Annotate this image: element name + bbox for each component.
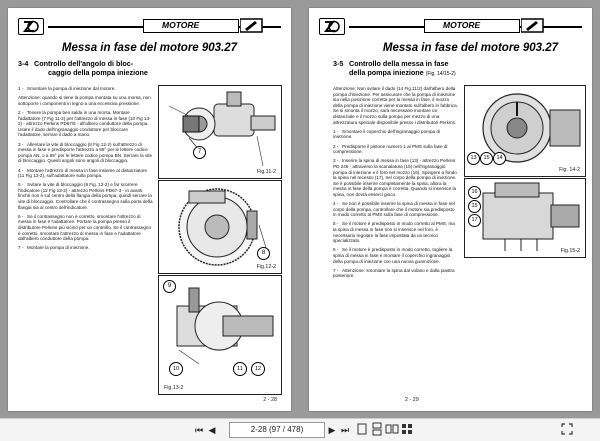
callout-9: 9 <box>163 280 176 293</box>
step-item <box>333 268 459 279</box>
step-number: 1 - <box>18 86 24 91</box>
step-item <box>333 144 459 155</box>
figure-caption: Fig. 14-2 <box>559 167 580 173</box>
section-tag <box>424 19 520 33</box>
step-item <box>18 245 153 251</box>
pump-adapter-illustration <box>159 86 281 178</box>
section-title-line2: della pompa iniezione <box>349 67 424 77</box>
figure-caption: Fig.15-2 <box>560 248 580 254</box>
step-text: Se non è possibile inserire la spina di messa in fase nel corpo della pompa, controllare che il motore sia predisposto in modo corretto al PMS sulla fase di compressione. <box>333 201 455 218</box>
step-item <box>18 142 153 164</box>
callout-17: 17 <box>468 214 481 227</box>
step-text: Inserire la spina di messa in fase (13) - attrezzo Perkins PD 246 - attraverso la scanalatura (15) nell'ingranaggio pompa di iniezione e il foro nel mozzo (16). Spingere a fondo la spina nel recesso (17), nel corpo della pompa di iniezione. Se è possibile inserire completamente la spina, allora la messa in fase della pompa è corretta. Quando si inserisce la spina, non dovrà esserci gioco. <box>333 158 457 197</box>
step-item <box>333 86 459 125</box>
section-tag <box>143 19 239 33</box>
step-item <box>18 168 153 179</box>
pump-body-illustration <box>465 179 585 257</box>
step-number: 4 - <box>18 167 24 173</box>
section-tag-label: MOTORE <box>162 20 200 30</box>
two-page-view-icon[interactable] <box>385 422 399 436</box>
figure-caption: Fig.11-2 <box>256 169 276 175</box>
step-text: Se il motore è predisposto in modo corretto al PMS, ma la spina di messa in fase non si inserisce nel foro, è necessario regolare la fase impostata da un tecnico specializzato. <box>333 221 455 244</box>
pen-icon <box>240 18 264 34</box>
section-tag-label: MOTORE <box>443 20 481 30</box>
steps-column <box>18 86 153 255</box>
right-page <box>309 8 592 411</box>
section-heading <box>333 59 456 78</box>
brand-logo-icon <box>319 18 345 35</box>
step-number: 3 - <box>333 158 339 164</box>
section-title-line2: caggio della pompa iniezione <box>48 67 148 77</box>
page-title: Messa in fase del motore 903.27 <box>382 42 559 54</box>
step-text: Attenzione: Non svitare il dado (14 Fig.11/2) dall'albero della pompa d'iniezione. Per assicurare che la pompa di iniezione sia nella posizione corretta per la messa in fase, il mozzo della pompa di iniezione viene montato sull'albero in fabbrica. Se si smonta il mozzo, sarà necessario montare un distanziale e il mozzo sulla pompa per mezzo di una attrezzatura speciale disponibile presso i distributori Perkins. <box>333 86 458 125</box>
last-page-button[interactable]: ⏭ <box>340 425 350 435</box>
step-item <box>18 214 153 242</box>
step-text: Attenzione: smontare la spina dal volano e dalla piastra posteriore. <box>333 267 455 279</box>
callout-7: 7 <box>193 146 206 159</box>
step-text: Allentare la vite di bloccaggio (8 Fig 12-2) sull'attrezzo di messa in fase e predisporre l'attrezzo a 89° per le lettere codice pompa AN, o a 89° per le lettere codice pompa BN. Serrare la vite di bloccaggio. Questi angoli sono angoli di bloccaggio. <box>18 141 153 164</box>
figure-14-2 <box>464 85 586 177</box>
step-text: Smontare il coperchio dell'ingranaggio pompa di iniezione. <box>333 128 440 140</box>
step-number: 7 - <box>333 267 339 273</box>
section-number: 3-4 <box>18 59 29 68</box>
step-number: 2 - <box>18 109 24 115</box>
figure-13-2 <box>158 275 282 395</box>
thumbnail-view-icon[interactable] <box>400 422 414 436</box>
step-number: 2 - <box>333 143 339 149</box>
step-number: 5 - <box>333 221 339 227</box>
step-item <box>333 247 459 264</box>
prev-page-button[interactable]: ◀ <box>208 425 216 435</box>
fullscreen-icon[interactable] <box>560 422 574 436</box>
indicator-illustration <box>159 276 281 394</box>
step-text: Montare la pompa di iniezione. <box>27 245 90 251</box>
page-header <box>18 18 281 35</box>
step-number: 5 - <box>18 182 24 188</box>
scroll-view-icon[interactable] <box>370 422 384 436</box>
figure-11-2 <box>158 85 282 179</box>
step-item <box>18 95 153 106</box>
step-item <box>333 201 459 218</box>
step-text: Montare l'attrezzo di messa in fase insieme al distanziatore (11 Fig 13-2), sull'adattatore sulla pompa. <box>18 167 148 179</box>
section-title-line1: Controllo dell'angolo di bloc- <box>34 59 134 68</box>
section-number: 3-5 <box>333 59 344 68</box>
pen-icon <box>521 18 545 34</box>
callout-13: 13 <box>467 152 480 165</box>
first-page-button[interactable]: ⏮ <box>194 425 204 435</box>
page-title: Messa in fase del motore 903.27 <box>61 42 238 54</box>
callout-16: 16 <box>468 186 481 199</box>
callout-8: 8 <box>257 247 270 260</box>
brand-logo-icon <box>18 18 44 35</box>
step-text: Attenzione: quando si tiene la pompa montata su una morsa, non sottoporre i componenti in legno a una eccessiva pressione. <box>18 95 151 106</box>
step-number: 3 - <box>18 141 24 147</box>
step-item <box>18 182 153 210</box>
callout-15: 15 <box>480 152 493 165</box>
step-text: Tenere la pompa ben salda in una morsa. Montare l'adattatore (7 Fig 11-2) per l'attrezzo di messa in fase (10 Fig 13-2) - attrezzo Perkins PD67/5 - all'albero conduttore della pompa. Usare il dado dell'ingranaggio conduttore per bloccare l'adattatore, serrare il dado a mano. <box>18 109 151 138</box>
section-ref: (Fig. 14/15-2) <box>425 70 456 77</box>
step-item <box>333 221 459 243</box>
step-number: 7 - <box>18 245 24 251</box>
callout-15b: 15 <box>468 200 481 213</box>
figure-12-2 <box>158 180 282 274</box>
callout-14: 14 <box>493 152 506 165</box>
section-heading <box>18 59 148 77</box>
figure-caption: Fig.12-2 <box>256 264 276 270</box>
step-item <box>18 110 153 138</box>
page-number: 2 - 28 <box>263 397 277 403</box>
step-number: 6 - <box>18 213 24 219</box>
page-indicator-input[interactable]: 2-28 (97 / 478) <box>229 422 325 438</box>
step-number: 4 - <box>333 201 339 207</box>
figure-15-2 <box>464 178 586 258</box>
step-item <box>333 129 459 140</box>
next-page-button[interactable]: ▶ <box>328 425 336 435</box>
left-page <box>8 8 291 411</box>
step-item <box>333 158 459 197</box>
step-text: Se il motore è predisposto in modo corretto, togliere la spina di messa in fase e montare il coperchio ingranaggio della pompa di iniezione con una nuova guarnizione. <box>333 247 453 264</box>
single-page-view-icon[interactable] <box>355 422 369 436</box>
steps-column <box>333 86 459 283</box>
callout-10: 10 <box>169 362 183 376</box>
step-text: Predisporre il pistone numero 1 al PMS sulla fase di compressione. <box>333 143 448 155</box>
step-text: Smontare la pompa di iniezione dal motore. <box>27 86 116 91</box>
callout-11: 11 <box>233 362 247 376</box>
step-text: Se il contrassegno non è corretto, smontare l'attrezzo di messa in fase e l'adattatore. Portare la pompa presso il distributore Perkins più vicino per un controllo. Se il contrassegno è corretto, smontare l'attrezzo di messa in fase e l'adattatore dall'albero conduttore della pompa. <box>18 213 152 242</box>
section-title-line1: Controllo della messa in fase <box>349 59 449 68</box>
figure-caption: Fig.13-2 <box>164 385 184 391</box>
viewer-toolbar <box>0 418 600 441</box>
step-item <box>18 86 153 92</box>
step-text: Svitare la vite di bloccaggio (9 Fig. 13-2) e far scorrere l'indicatore (12 Fig 13-2) - attrezzo Perkins PD67-3 - in avanti finché non è sul centro della flangia della pompa, quindi serrare la vite di bloccaggio. Controllare che il contrassegno sulla porta della flangia sia al centro dell'indicatore. <box>18 182 153 210</box>
step-number: 6 - <box>333 247 339 253</box>
step-number: 1 - <box>333 128 339 134</box>
callout-12: 12 <box>251 362 265 376</box>
page-header <box>319 18 582 35</box>
page-number: 2 - 29 <box>405 397 419 403</box>
